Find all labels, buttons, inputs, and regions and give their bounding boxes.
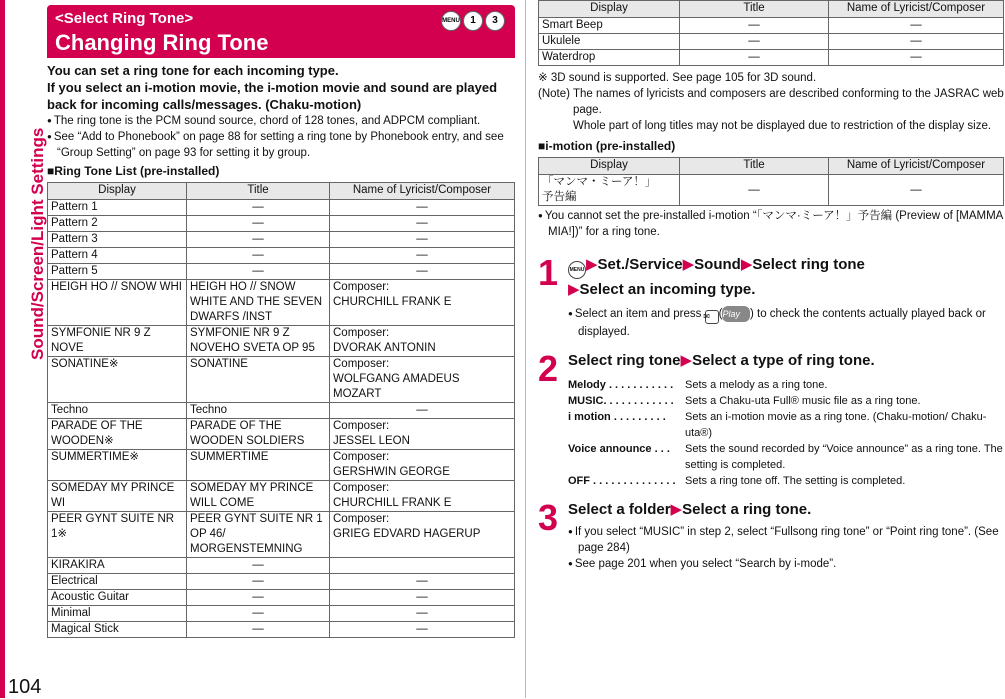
- cell-composer: Composer: GRIEG EDVARD HAGERUP: [330, 512, 515, 558]
- table-row: [539, 34, 1004, 50]
- col-title: Title: [680, 1, 829, 18]
- menu-key-icon: MENU: [441, 11, 461, 31]
- table-row: [48, 403, 515, 419]
- col-composer: Name of Lyricist/Composer: [829, 158, 1004, 175]
- imotion-display: 「マンマ・ミーア！」 予告編: [539, 175, 680, 206]
- cell-display: Pattern 1: [48, 200, 187, 216]
- cont-table-body: [539, 18, 1004, 66]
- step-3-a: Select a folder: [568, 501, 671, 518]
- play-button-icon: Play: [722, 306, 750, 322]
- cell-composer: —: [330, 574, 515, 590]
- bullet-imotion: ● You cannot set the pre-installed i-motion “「マンマ·ミーア！」予告編 (Preview of [MAMMA MIA!])” for a ring tone.: [538, 208, 1004, 240]
- table-row: [539, 175, 1004, 206]
- cell-display: HEIGH HO // SNOW WHI: [48, 280, 187, 326]
- arrow-icon: ▶: [586, 256, 598, 273]
- cell-title: —: [187, 264, 330, 280]
- step-1-a: Set./Service: [597, 256, 683, 273]
- cell-composer: —: [330, 606, 515, 622]
- step-1-d: Select an incoming type.: [579, 281, 756, 298]
- ring-tone-table-cont: [538, 0, 1004, 66]
- cell-title: PARADE OF THE WOODEN SOLDIERS: [187, 419, 330, 450]
- step-1-title: [568, 254, 1004, 300]
- cell-display: Waterdrop: [539, 50, 680, 66]
- col-display: Display: [539, 158, 680, 175]
- cell-title: —: [680, 34, 829, 50]
- section-header: [47, 5, 515, 58]
- step-3-bullet-2: ● See page 201 when you select “Search by i-mode”.: [568, 556, 1004, 572]
- col-display: Display: [539, 1, 680, 18]
- option-desc: Sets a ring tone off. The setting is completed.: [685, 475, 906, 487]
- column-divider: [525, 0, 526, 698]
- cell-display: Pattern 5: [48, 264, 187, 280]
- arrow-icon: ▶: [680, 352, 693, 369]
- step-1-c: Select ring tone: [752, 256, 865, 273]
- note-3d-sound: ※ 3D sound is supported. See page 105 for 3D sound.: [538, 72, 817, 84]
- cell-title: SONATINE: [187, 357, 330, 403]
- cell-title: —: [187, 590, 330, 606]
- cell-composer: Composer: CHURCHILL FRANK E: [330, 280, 515, 326]
- step-2-number: 2: [538, 348, 559, 389]
- note-label: (Note): [538, 88, 570, 100]
- cell-display: KIRAKIRA: [48, 558, 187, 574]
- table-row: [48, 200, 515, 216]
- cell-title: —: [187, 232, 330, 248]
- cell-display: Electrical: [48, 574, 187, 590]
- table-row: [48, 357, 515, 403]
- cell-display: Ukulele: [539, 34, 680, 50]
- cell-display: SONATINE※: [48, 357, 187, 403]
- side-tab-bar: [0, 0, 5, 698]
- cell-display: Acoustic Guitar: [48, 590, 187, 606]
- cell-title: —: [187, 558, 330, 574]
- note-text-2: Whole part of long titles may not be displayed due to restriction of the display size.: [573, 120, 992, 132]
- table-row: [48, 216, 515, 232]
- option-desc: Sets a Chaku-uta Full® music file as a ring tone.: [685, 395, 921, 407]
- cell-composer: —: [330, 403, 515, 419]
- ring-list-heading: ■ Ring Tone List (pre-installed): [47, 164, 515, 178]
- option-key: i motion . . . . . . . . .: [568, 411, 666, 423]
- imotion-heading: ■ i-motion (pre-installed): [538, 139, 1004, 153]
- table-row: [48, 450, 515, 481]
- table-row: [539, 18, 1004, 34]
- shortcut-keys: [441, 11, 505, 31]
- table-row: [48, 326, 515, 357]
- step-1-number: 1: [538, 252, 559, 293]
- left-column: [47, 5, 515, 638]
- step-3-bullet-1: ● If you select “MUSIC” in step 2, select “Fullsong ring tone” or “Point ring tone”. (See page 284): [568, 524, 1004, 556]
- cell-display: Minimal: [48, 606, 187, 622]
- imotion-table: [538, 157, 1004, 206]
- option-desc: Sets an i-motion movie as a ring tone. (Chaku-motion/ Chaku-uta®): [685, 411, 987, 439]
- section-title: Changing Ring Tone: [55, 30, 269, 55]
- cell-composer: Composer: GERSHWIN GEORGE: [330, 450, 515, 481]
- cell-title: HEIGH HO // SNOW WHITE AND THE SEVEN DWARFS /INST: [187, 280, 330, 326]
- col-composer: Name of Lyricist/Composer: [330, 183, 515, 200]
- step-2: [538, 350, 1004, 489]
- table-row: [48, 232, 515, 248]
- cell-display: Pattern 2: [48, 216, 187, 232]
- cell-title: —: [187, 574, 330, 590]
- col-display: Display: [48, 183, 187, 200]
- cell-display: Magical Stick: [48, 622, 187, 638]
- table-header-row: [48, 183, 515, 200]
- col-composer: Name of Lyricist/Composer: [829, 1, 1004, 18]
- step-1: [538, 254, 1004, 340]
- option-key: Melody . . . . . . . . . . .: [568, 379, 674, 391]
- key-3-icon: 3: [485, 11, 505, 31]
- cell-title: —: [187, 606, 330, 622]
- arrow-icon: ▶: [740, 256, 753, 273]
- intro-text: [47, 62, 515, 113]
- table-row: [48, 481, 515, 512]
- col-title: Title: [680, 158, 829, 175]
- cell-composer: Composer: DVORAK ANTONIN: [330, 326, 515, 357]
- note-texts: [573, 86, 1004, 134]
- table-row: [48, 280, 515, 326]
- table-row: [539, 50, 1004, 66]
- option-desc: Sets the sound recorded by “Voice announce” as a ring tone. The setting is completed.: [685, 443, 1003, 471]
- imotion-title: —: [680, 175, 829, 206]
- cell-title: Techno: [187, 403, 330, 419]
- arrow-icon: ▶: [568, 281, 580, 298]
- cell-title: SOMEDAY MY PRINCE WILL COME: [187, 481, 330, 512]
- cell-display: Pattern 3: [48, 232, 187, 248]
- cell-display: Smart Beep: [539, 18, 680, 34]
- table-row: [48, 622, 515, 638]
- cell-composer: —: [829, 34, 1004, 50]
- step-1-note-pre: Select an item and press: [574, 308, 702, 320]
- cell-composer: —: [330, 232, 515, 248]
- cell-composer: —: [330, 216, 515, 232]
- arrow-icon: ▶: [682, 256, 695, 273]
- option-list: [568, 377, 1004, 489]
- cell-display: Pattern 4: [48, 248, 187, 264]
- cell-title: SYMFONIE NR 9 Z NOVEHO SVETA OP 95: [187, 326, 330, 357]
- cell-title: —: [680, 18, 829, 34]
- cell-composer: —: [829, 18, 1004, 34]
- cell-composer: Composer: JESSEL LEON: [330, 419, 515, 450]
- note-block: [538, 86, 1004, 134]
- step-1-note-post: to check the contents actually played back or displayed.: [578, 308, 986, 338]
- cell-title: —: [187, 200, 330, 216]
- table-row: [48, 264, 515, 280]
- cell-composer: —: [330, 248, 515, 264]
- step-1-b: Sound: [694, 256, 741, 273]
- step-2-b: Select a type of ring tone.: [692, 352, 875, 369]
- table-row: [48, 590, 515, 606]
- cell-composer: —: [330, 622, 515, 638]
- cell-display: PARADE OF THE WOODEN※: [48, 419, 187, 450]
- side-tab-label: Sound/Screen/Light Settings: [28, 127, 47, 360]
- cell-composer: [330, 558, 515, 574]
- cell-display: PEER GYNT SUITE NR 1※: [48, 512, 187, 558]
- cell-composer: Composer: CHURCHILL FRANK E: [330, 481, 515, 512]
- cell-display: SUMMERTIME※: [48, 450, 187, 481]
- cell-composer: —: [330, 264, 515, 280]
- option-key: Voice announce . . .: [568, 443, 670, 455]
- step-2-title: [568, 350, 1004, 371]
- cell-composer: —: [330, 200, 515, 216]
- side-tab: [0, 0, 47, 698]
- cell-title: —: [187, 622, 330, 638]
- cell-title: —: [187, 216, 330, 232]
- option-item: [568, 377, 1004, 393]
- cell-display: SOMEDAY MY PRINCE WI: [48, 481, 187, 512]
- bullet-pcm: ● The ring tone is the PCM sound source, chord of 128 tones, and ADPCM compliant.: [47, 113, 515, 129]
- option-item: [568, 473, 1004, 489]
- option-item: [568, 409, 1004, 441]
- table-row: [48, 419, 515, 450]
- cell-title: SUMMERTIME: [187, 450, 330, 481]
- arrow-icon: ▶: [670, 501, 683, 518]
- option-key: MUSIC. . . . . . . . . . . .: [568, 395, 674, 407]
- table-row: [48, 512, 515, 558]
- step-3-number: 3: [538, 497, 559, 538]
- col-title: Title: [187, 183, 330, 200]
- cell-title: —: [187, 248, 330, 264]
- menu-key-icon: MENU: [568, 261, 586, 279]
- step-1-note: ● Select an item and press ✉ (Play ) to check the contents actually played back or displayed.: [568, 306, 1004, 340]
- imotion-composer: —: [829, 175, 1004, 206]
- step-3-b: Select a ring tone.: [682, 501, 812, 518]
- table-row: [48, 248, 515, 264]
- step-3: [538, 499, 1004, 572]
- step-3-title: [568, 499, 1004, 520]
- cell-display: Techno: [48, 403, 187, 419]
- ring-table-body: [48, 200, 515, 638]
- cell-composer: —: [330, 590, 515, 606]
- cell-title: —: [680, 50, 829, 66]
- ring-tone-table: [47, 182, 515, 638]
- table-row: [48, 574, 515, 590]
- option-item: [568, 441, 1004, 473]
- section-subtitle: <Select Ring Tone>: [55, 10, 194, 27]
- cell-composer: Composer: WOLFGANG AMADEUS MOZART: [330, 357, 515, 403]
- intro-line-2: If you select an i-motion movie, the i-motion movie and sound are played back for incoming calls/messages. (Chaku-motion): [47, 80, 498, 112]
- note-text-1: The names of lyricists and composers are described conforming to the JASRAC web page.: [573, 88, 1004, 116]
- cell-display: SYMFONIE NR 9 Z NOVE: [48, 326, 187, 357]
- key-1-icon: 1: [463, 11, 483, 31]
- option-item: [568, 393, 1004, 409]
- cell-title: PEER GYNT SUITE NR 1 OP 46/ MORGENSTEMNING: [187, 512, 330, 558]
- table-header-row: [539, 1, 1004, 18]
- right-column: [538, 0, 1004, 572]
- cell-composer: —: [829, 50, 1004, 66]
- table-header-row: [539, 158, 1004, 175]
- option-desc: Sets a melody as a ring tone.: [685, 379, 828, 391]
- bullet-phonebook: ● See “Add to Phonebook” on page 88 for setting a ring tone by Phonebook entry, and see “Group Setting” on page 93 for setting it by group.: [47, 129, 515, 161]
- table-row: [48, 558, 515, 574]
- intro-line-1: You can set a ring tone for each incoming type.: [47, 63, 339, 78]
- table-row: [48, 606, 515, 622]
- step-2-a: Select ring tone: [568, 352, 681, 369]
- mail-key-icon: ✉: [705, 310, 719, 324]
- option-key: OFF . . . . . . . . . . . . . .: [568, 475, 676, 487]
- page-number: 104: [8, 676, 42, 698]
